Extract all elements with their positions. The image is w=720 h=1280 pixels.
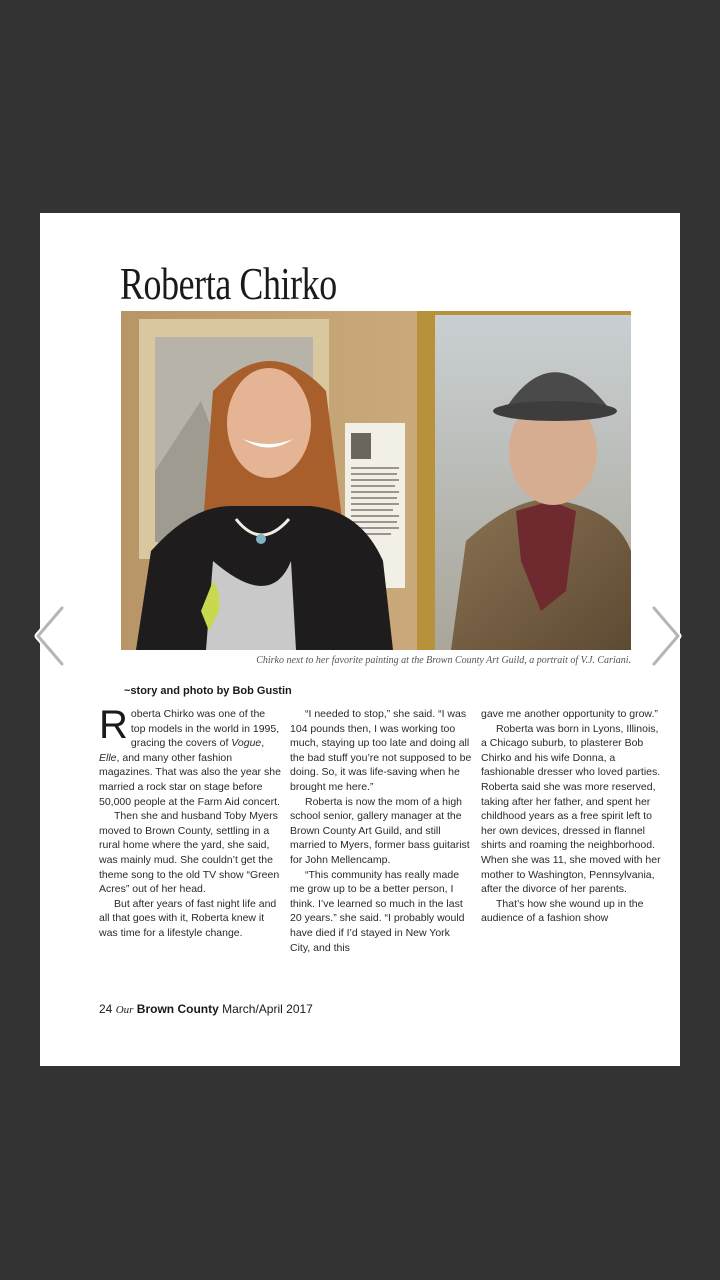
article-column-3 (481, 707, 663, 926)
page-footer (99, 1002, 313, 1016)
photo-caption: Chirko next to her favorite painting at the Brown County Art Guild, a portrait of V.J. Cariani. (256, 655, 631, 666)
article-photo (121, 311, 631, 650)
page-number: 24 (99, 1002, 113, 1016)
article-column-2 (290, 707, 472, 955)
paragraph: “I needed to stop,” she said. “I was 104 pounds then, I was working too much, staying up too late and doing all the bad stuff you’re not supposed to be doing. So, it was life-saving when he brought me here.” (290, 708, 472, 793)
publication-name: Brown County (136, 1002, 219, 1016)
paragraph: “This community has really made me grow up to be a better person, I think. I’ve learned so much in the last 20 years.” she said. “I probably would have died if I’d stayed in New York City, and this (290, 868, 465, 954)
chevron-left-icon (32, 604, 68, 668)
paragraph: Then she and husband Toby Myers moved to Brown County, settling in a rural home where the yard, she said, was mainly mud. She couldn’t get the theme song to the old TV show “Green Acres” out of her head. (99, 810, 280, 896)
article-column-1 (99, 703, 281, 941)
issue-date: March/April 2017 (222, 1002, 313, 1016)
magazine-name: Elle (99, 751, 117, 764)
next-page-button[interactable] (648, 604, 684, 668)
paragraph-text: oberta Chirko was one of the top models in the world in 1995, gracing the covers of (130, 708, 280, 750)
magazine-name: Vogue (231, 737, 262, 750)
paragraph: That’s how she wound up in the audience of a fashion show (481, 897, 644, 925)
drop-cap: R (99, 703, 128, 747)
article-title: Roberta Chirko (120, 258, 337, 309)
chevron-right-icon (648, 604, 684, 668)
magazine-page (40, 213, 680, 1066)
paragraph (99, 703, 281, 809)
byline: ~story and photo by Bob Gustin (124, 685, 292, 697)
publication-prefix: Our (115, 1004, 134, 1016)
separator: , (261, 737, 265, 750)
paragraph: But after years of fast night life and all that goes with it, Roberta knew it was time for a lifestyle change. (99, 897, 277, 939)
paragraph: gave me another opportunity to grow.” (481, 708, 658, 720)
paragraph: Roberta is now the mom of a high school senior, gallery manager at the Brown County Art Guild, and still married to Myers, former bass guitarist for John Mellencamp. (290, 795, 470, 866)
photo-illustration (121, 311, 631, 650)
paragraph-text: , and many other fashion magazines. That was also the year she married a rock star on stage before 50,000 people at the Farm Aid concert. (99, 751, 281, 808)
paragraph: Roberta was born in Lyons, Illinois, a Chicago suburb, to plasterer Bob Chirko and his wife Donna, a fashionable dresser who loved parties. Roberta said she was more reserved, taking after her father, and spent her childhood years as a free spirit left to her own devices, dressed in flannel shirts and roaming the neighborhood. When she was 11, she moved with her mother to Washington, Pennsylvania, after the divorce of her parents. (481, 722, 661, 896)
previous-page-button[interactable] (32, 604, 68, 668)
